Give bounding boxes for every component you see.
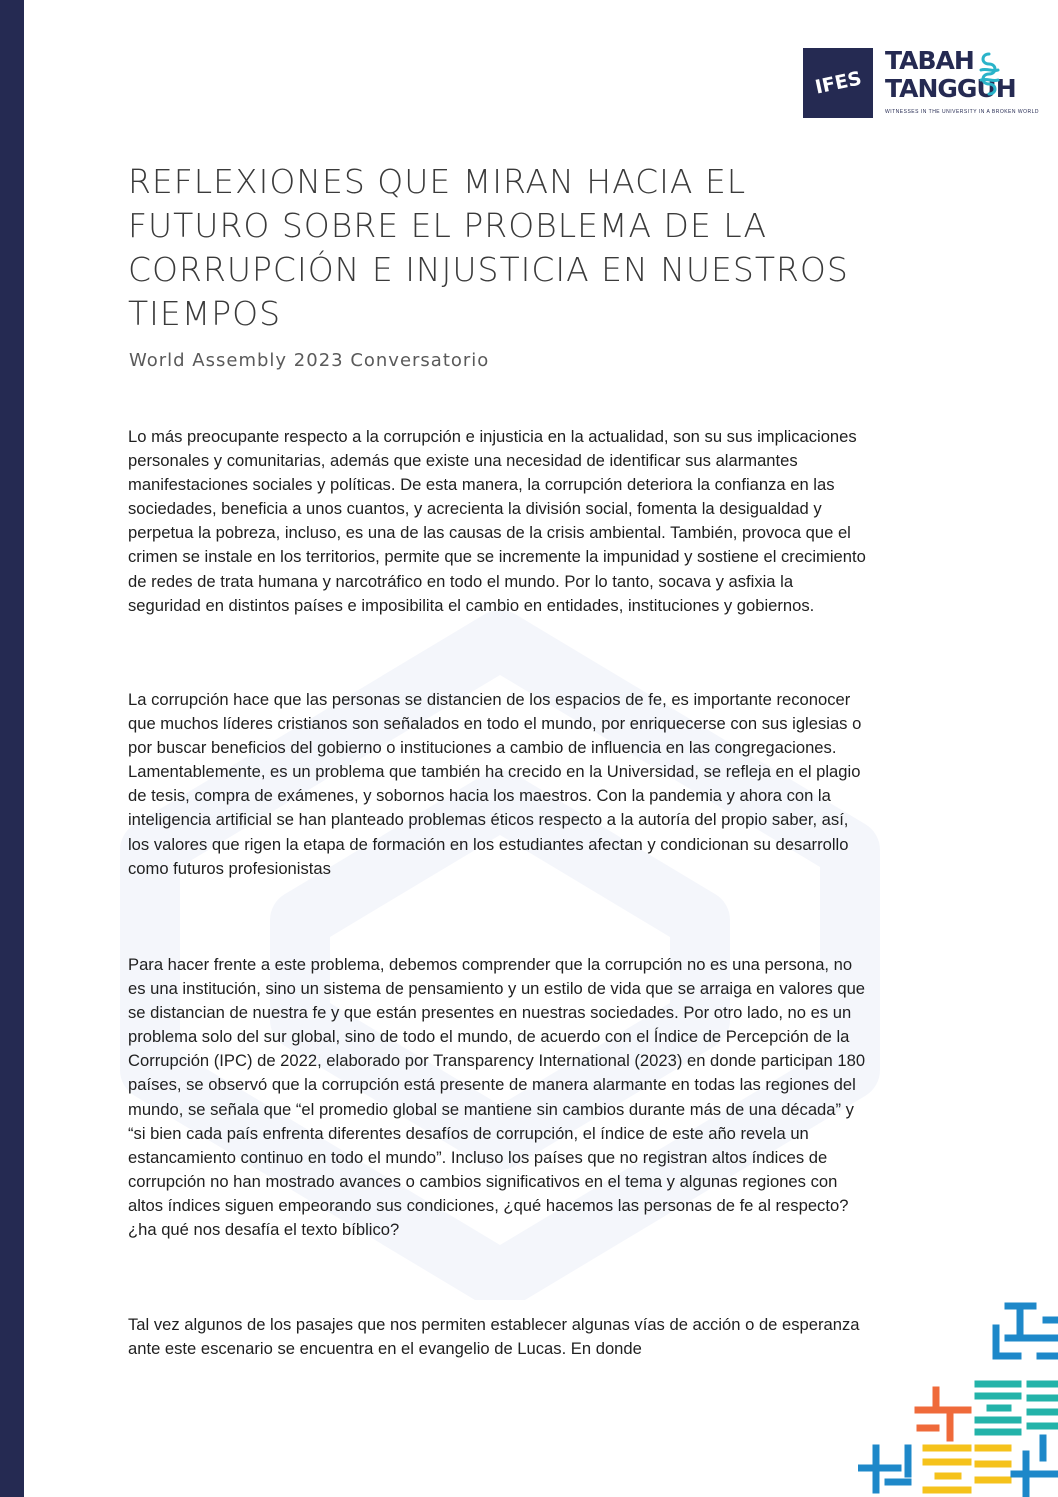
ifes-logo-text: IFES xyxy=(812,67,864,99)
tabah-logo-line2: TANGGUH xyxy=(885,74,1016,103)
tabah-logo-tagline: WITNESSES IN THE UNIVERSITY IN A BROKEN WORLD xyxy=(885,109,1040,115)
tabah-logo-line1: TABAH xyxy=(885,46,974,75)
tabah-tangguh-logo xyxy=(885,46,1040,118)
left-accent-bar xyxy=(0,0,24,1497)
document-title: REFLEXIONES QUE MIRAN HACIA EL FUTURO SOBRE EL PROBLEMA DE LA CORRUPCIÓN E INJUSTICIA EN NUESTROS TIEMPOS xyxy=(128,162,849,333)
body-paragraph: Tal vez algunos de los pasajes que nos permiten establecer algunas vías de acción o de esperanza ante este escenario se encuentra en el evangelio de Lucas. En donde xyxy=(128,1315,860,1359)
body-paragraph: La corrupción hace que las personas se distancien de los espacios de fe, es importante reconocer que muchos líderes cristianos son señalados en todo el mundo, por enriquecerse con sus iglesias o por buscar beneficios del gobierno o instituciones a cambio de influencia en las congregaciones. Lamentablemente, es un problema que también ha crecido en la Universidad, se refleja en el plagio de tesis, compra de exámenes, y sobornos hacia los maestros. Con la pandemia y ahora con la inteligencia artificial se han planteado problemas éticos respecto a la autoría del propio saber, así, los valores que rigen la etapa de formación en los estudiantes afectan y condicionan su desarrollo como futuros profesionistas xyxy=(128,690,862,878)
ampersand-ornament-icon xyxy=(977,50,1001,100)
ifes-logo xyxy=(803,48,873,118)
body-paragraph: Lo más preocupante respecto a la corrupción e injusticia en la actualidad, son su sus implicaciones personales y comunitarias, además que existe una necesidad de identificar sus alarmantes manifestaciones sociales y políticas. De esta manera, la corrupción deteriora la confianza en las sociedades, beneficia a unos cuantos, y acrecienta la división social, fomenta la desigualdad y perpetua la pobreza, incluso, es una de las causas de la crisis ambiental. También, provoca que el crimen se instale en los territorios, permite que se incremente la impunidad y sostiene el crecimiento de redes de trata humana y narcotráfico en todo el mundo. Por lo tanto, socava y asfixia la seguridad en distintos países e imposibilita el cambio en entidades, instituciones y gobiernos. xyxy=(128,427,866,615)
document-subtitle: World Assembly 2023 Conversatorio xyxy=(129,350,490,371)
header-logos xyxy=(803,46,1040,118)
decorative-pattern-icon xyxy=(858,1298,1058,1497)
body-paragraph: Para hacer frente a este problema, debemos comprender que la corrupción no es una persona, no es una institución, sino un sistema de pensamiento y un estilo de vida que se arraiga en valores que se distancian de nuestra fe y que están presentes en nuestras sociedades. Por otro lado, no es un problema solo del sur global, sino de todo el mundo, de acuerdo con el Índice de Percepción de la Corrupción (IPC) de 2022, elaborado por Transparency International (2023) en donde participan 180 países, se observó que la corrupción está presente de manera alarmante en todas las regiones del mundo, se señala que “el promedio global se mantiene sin cambios durante más de una década” y “si bien cada país enfrenta diferentes desafíos de corrupción, el índice de este año revela un estancamiento continuo en todo el mundo”. Incluso los países que no registran altos índices de corrupción no han mostrado avances o cambios significativos en el tema y algunas regiones con altos índices siguen empeorando sus condiciones, ¿qué hacemos las personas de fe al respecto? ¿ha qué nos desafía el texto bíblico? xyxy=(128,955,866,1240)
